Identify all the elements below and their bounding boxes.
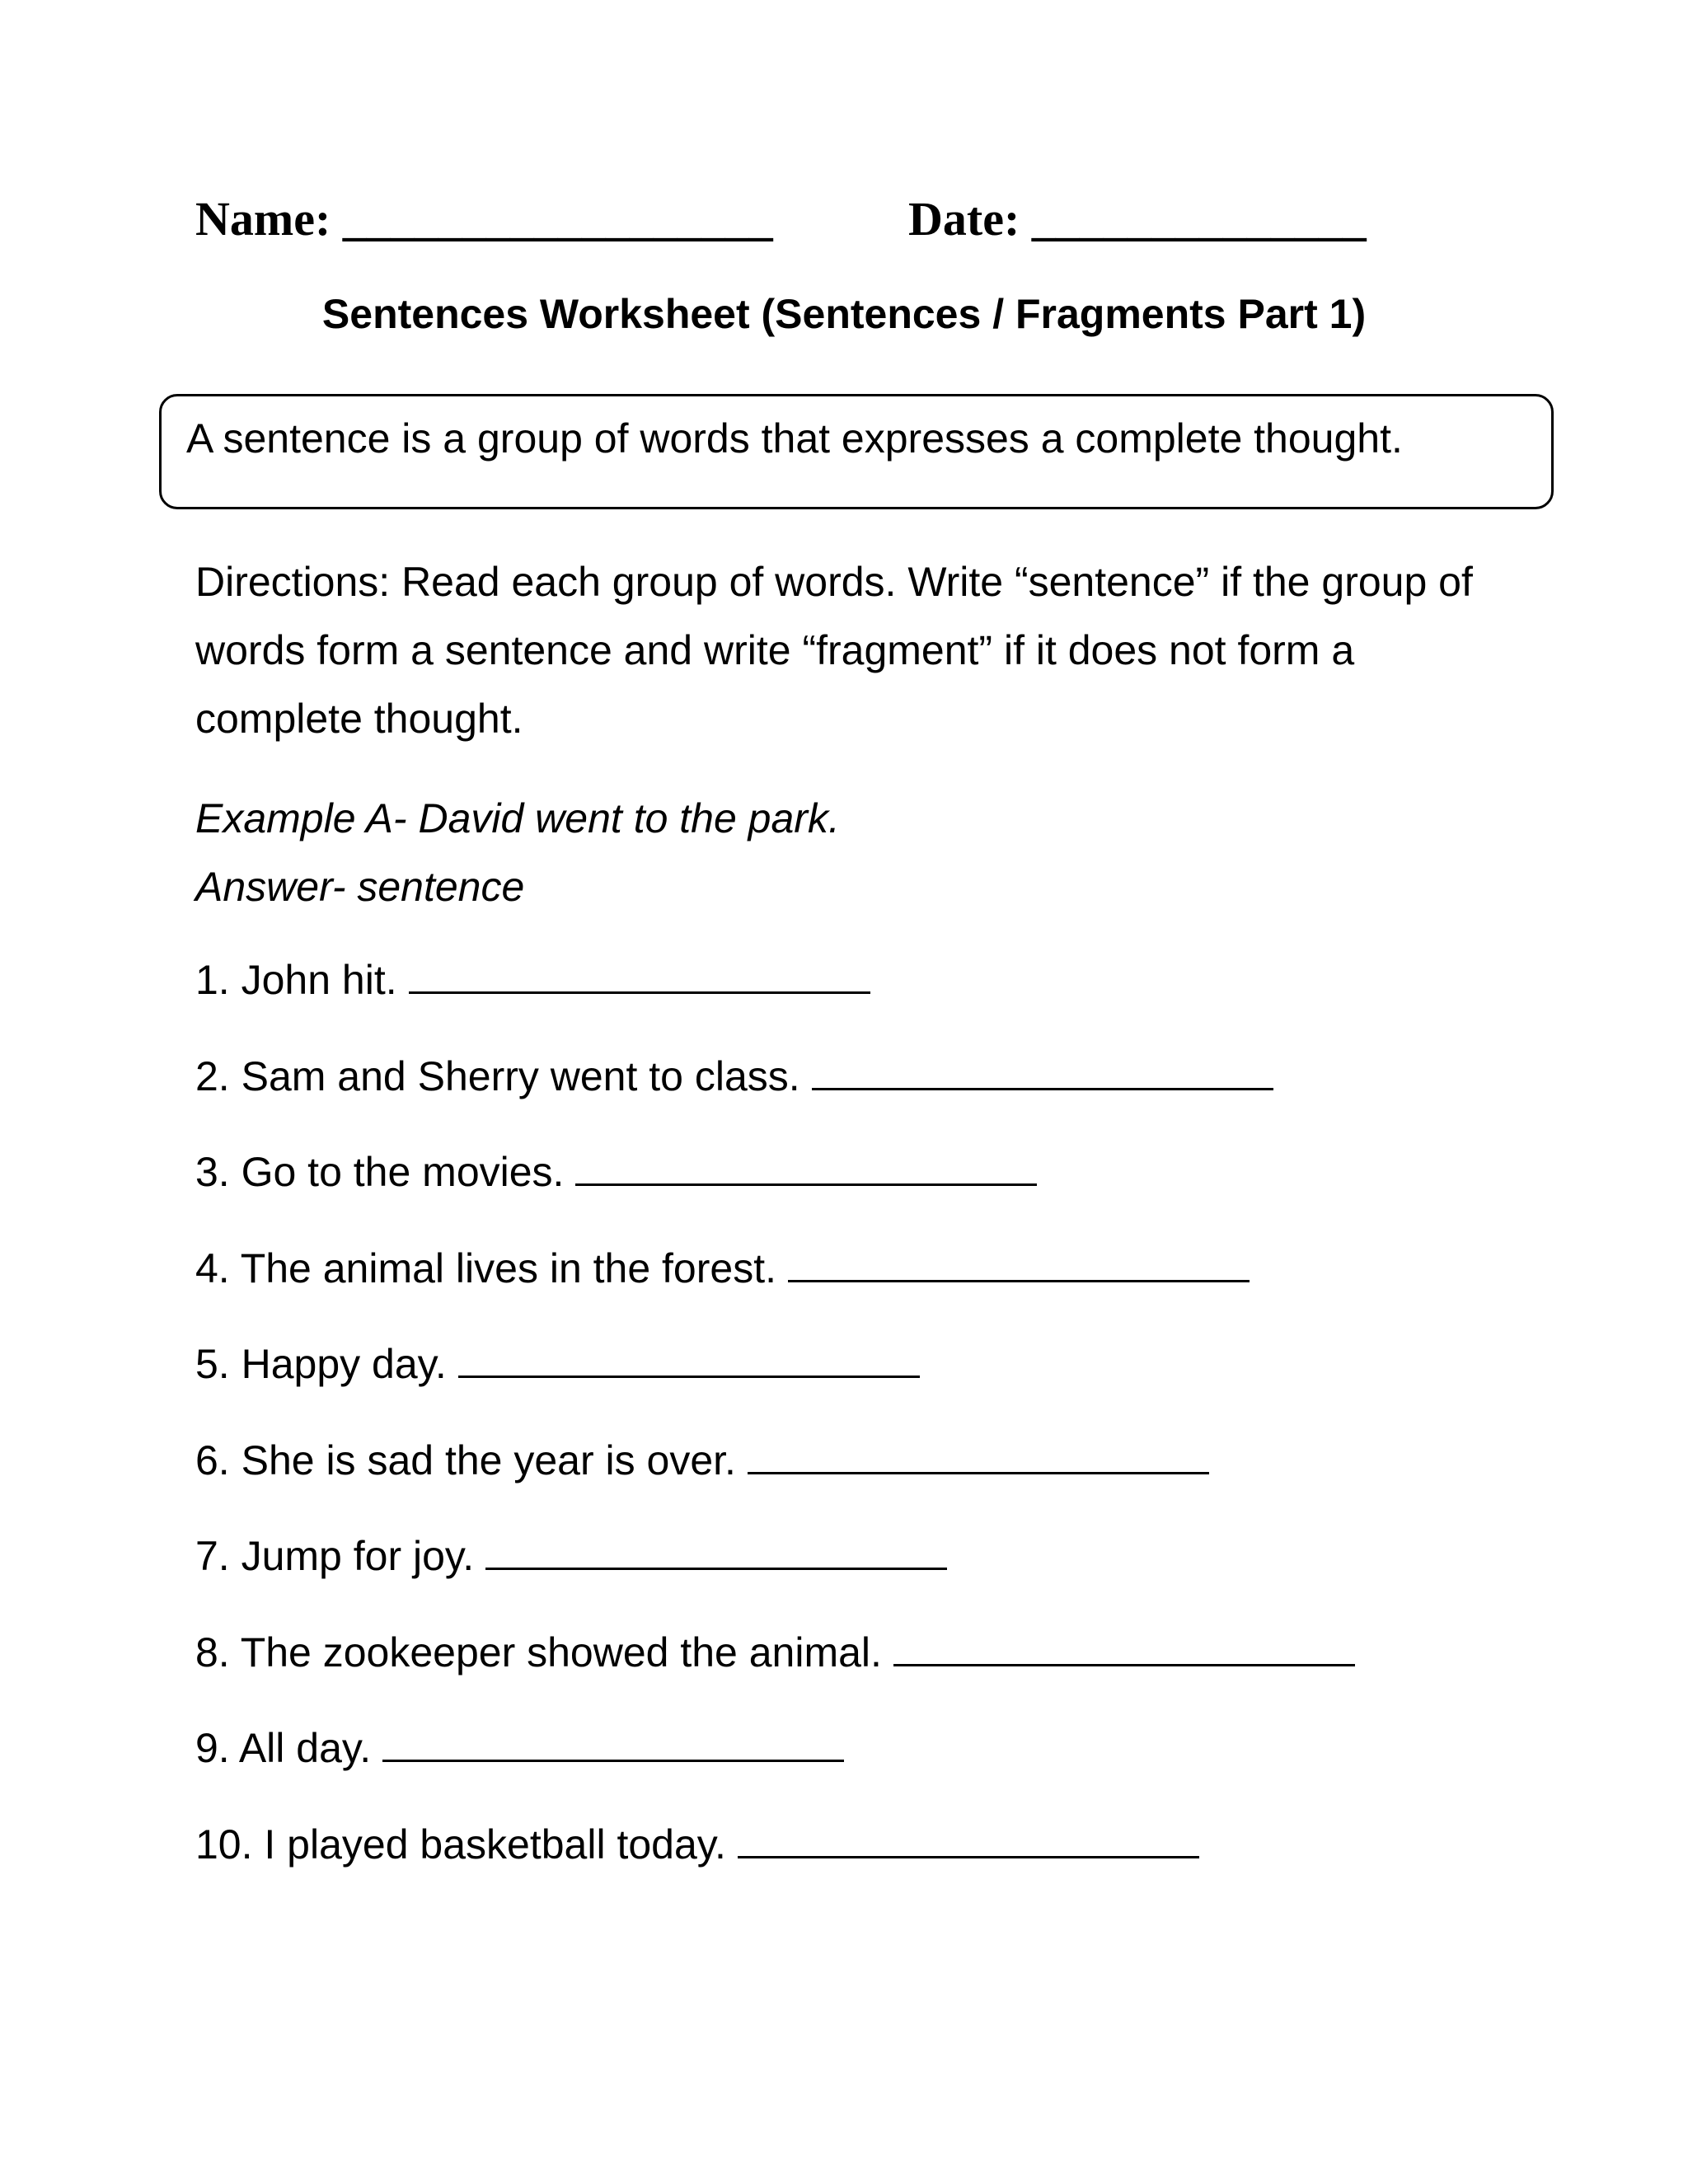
question-item (195, 1328, 1355, 1424)
definition-text: A sentence is a group of words that expresses a complete thought. (186, 415, 1403, 462)
answer-blank[interactable] (738, 1815, 1199, 1858)
question-text: 5. Happy day. (195, 1341, 447, 1387)
question-item (195, 1232, 1355, 1329)
answer-blank[interactable] (458, 1334, 920, 1378)
question-item (195, 1136, 1355, 1232)
question-text: 8. The zookeeper showed the animal. (195, 1629, 882, 1675)
answer-blank[interactable] (382, 1718, 844, 1762)
directions-text: Directions: Read each group of words. Write “sentence” if the group of words form a sentence and write “fragment” if it does not form a complete thought. (195, 559, 1473, 742)
answer-blank[interactable] (748, 1431, 1209, 1474)
question-item (195, 1712, 1355, 1808)
example-prompt: Example A- David went to the park. (195, 795, 840, 841)
date-field[interactable]: Date: ______________ (908, 192, 1367, 246)
answer-blank[interactable] (409, 950, 870, 994)
question-text: 9. All day. (195, 1725, 372, 1771)
question-text: 7. Jump for joy. (195, 1533, 475, 1579)
question-item (195, 944, 1355, 1040)
definition-box (159, 394, 1554, 509)
question-text: 6. She is sad the year is over. (195, 1436, 736, 1483)
question-text: 4. The animal lives in the forest. (195, 1244, 776, 1291)
question-item (195, 1040, 1355, 1137)
answer-blank[interactable] (812, 1047, 1273, 1090)
question-text: 1. John hit. (195, 957, 397, 1003)
question-text: 3. Go to the movies. (195, 1149, 565, 1195)
question-list (195, 944, 1355, 1904)
answer-blank[interactable] (485, 1526, 947, 1570)
header-row (195, 191, 1432, 257)
question-item (195, 1616, 1355, 1713)
answer-blank[interactable] (575, 1142, 1037, 1186)
question-text: 10. I played basketball today. (195, 1821, 726, 1868)
example-answer: Answer- sentence (195, 864, 525, 910)
answer-blank[interactable] (893, 1623, 1355, 1666)
worksheet-title: Sentences Worksheet (Sentences / Fragments Part 1) (321, 291, 1367, 337)
question-item (195, 1520, 1355, 1616)
question-item (195, 1424, 1355, 1521)
name-field[interactable]: Name: __________________ (195, 192, 773, 246)
example-block (195, 785, 840, 921)
answer-blank[interactable] (788, 1239, 1250, 1282)
question-item (195, 1808, 1355, 1905)
question-text: 2. Sam and Sherry went to class. (195, 1052, 800, 1099)
